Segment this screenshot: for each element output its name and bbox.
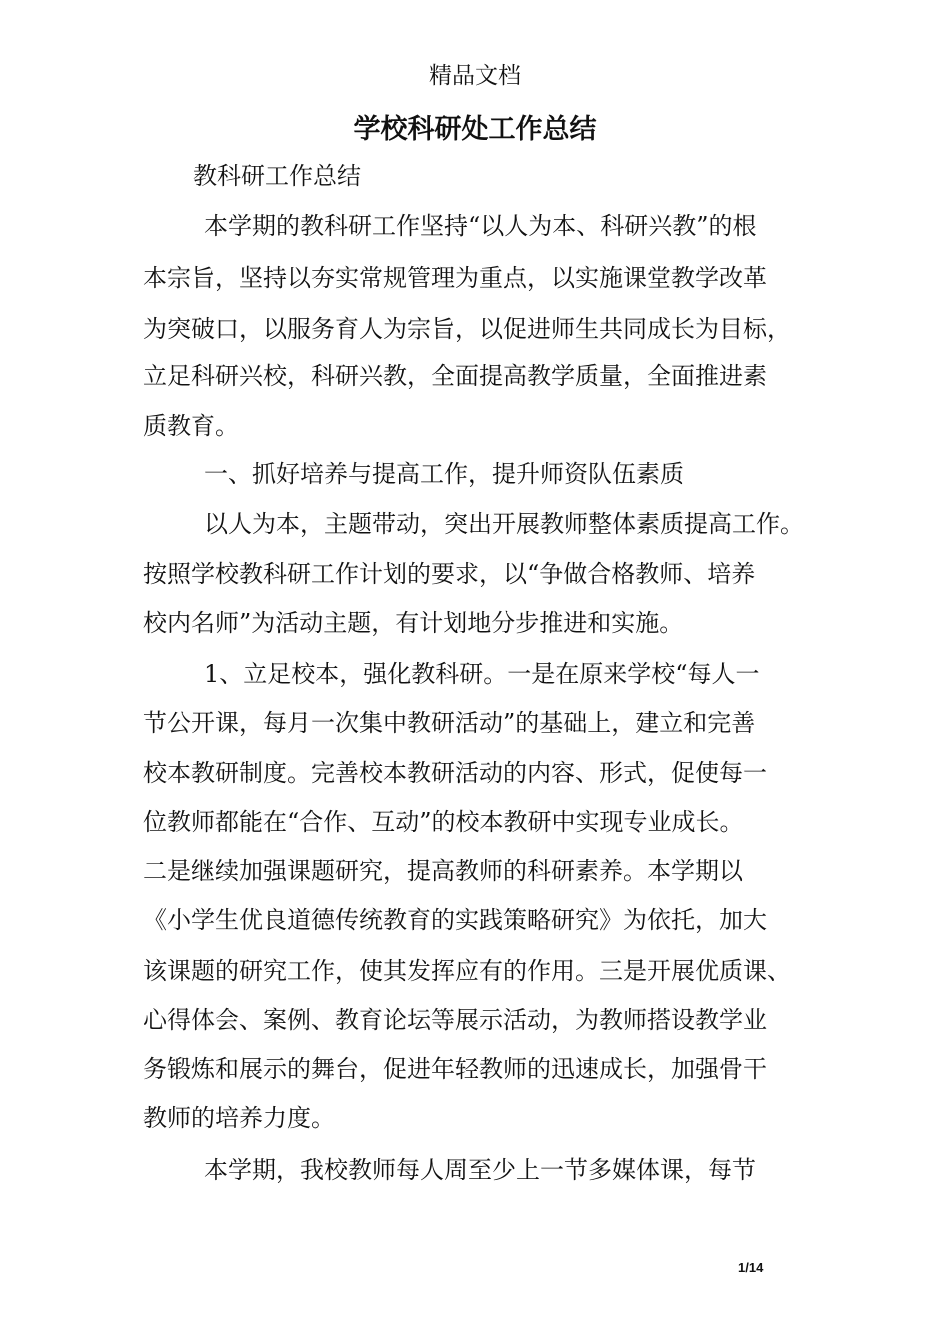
body-line: 教师的培养力度。 [143,1104,335,1132]
body-line: 质教育。 [143,412,239,440]
body-line: 本宗旨，坚持以夯实常规管理为重点，以实施课堂教学改革 [143,264,767,292]
body-line: 为突破口，以服务育人为宗旨，以促进师生共同成长为目标， [143,315,791,343]
body-line: 本学期的教科研工作坚持“以人为本、科研兴教”的根 [204,212,757,240]
body-line: 校本教研制度。完善校本教研活动的内容、形式，促使每一 [143,759,767,787]
page-header: 精品文档 [429,63,521,89]
body-line: 《小学生优良道德传统教育的实践策略研究》为依托，加大 [143,906,767,934]
body-line: 节公开课，每月一次集中教研活动”的基础上，建立和完善 [143,709,756,737]
body-line: 按照学校教科研工作计划的要求，以“争做合格教师、培养 [143,560,756,588]
document-subtitle: 教科研工作总结 [193,162,361,190]
body-line: 以人为本，主题带动，突出开展教师整体素质提高工作。 [204,510,804,538]
body-line: 该课题的研究工作，使其发挥应有的作用。三是开展优质课、 [143,957,791,985]
body-line: 位教师都能在“合作、互动”的校本教研中实现专业成长。 [143,808,744,836]
body-line: 校内名师”为活动主题，有计划地分步推进和实施。 [143,609,684,637]
body-line: 务锻炼和展示的舞台，促进年轻教师的迅速成长，加强骨干 [143,1055,767,1083]
body-line: 1、立足校本，强化教科研。一是在原来学校“每人一 [204,660,760,688]
body-line: 心得体会、案例、教育论坛等展示活动，为教师搭设教学业 [143,1006,767,1034]
document-title: 学校科研处工作总结 [353,114,597,145]
body-line: 二是继续加强课题研究，提高教师的科研素养。本学期以 [143,857,743,885]
body-line: 立足科研兴校，科研兴教，全面提高教学质量，全面推进素 [143,362,767,390]
section-heading: 一、抓好培养与提高工作，提升师资队伍素质 [204,460,684,488]
page-number: 1/14 [738,1260,764,1275]
body-line: 本学期，我校教师每人周至少上一节多媒体课，每节 [204,1156,756,1184]
